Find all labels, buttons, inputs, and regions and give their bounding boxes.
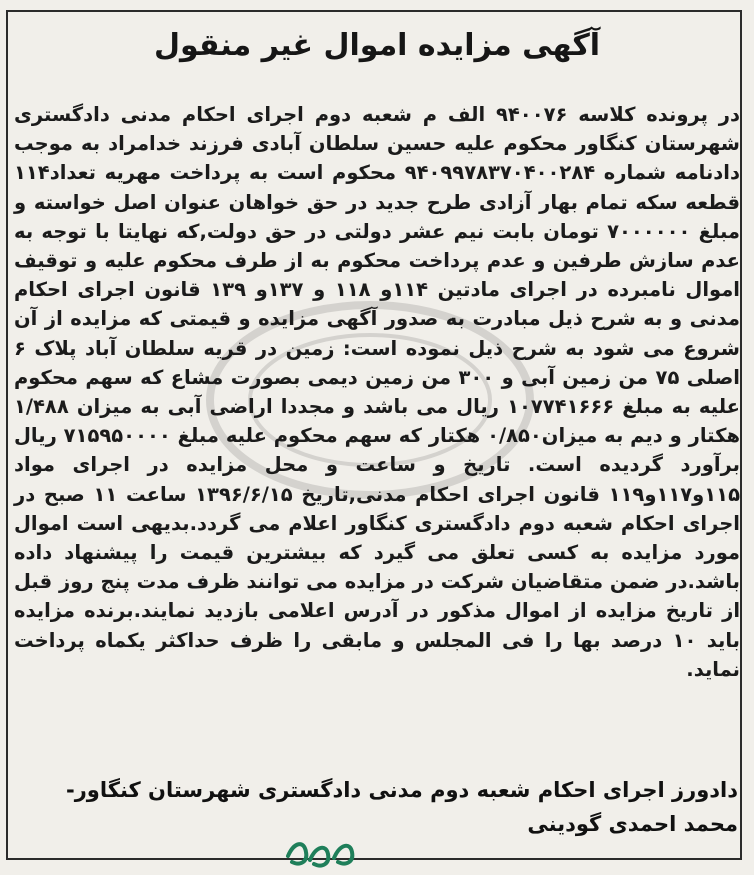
notice-body: در پرونده کلاسه ۹۴۰۰۷۶ الف م شعبه دوم اجرای احکام مدنی دادگستری شهرستان کنگاور محکوم علیه حسین سلطان آبادی فرزند خدامراد به موجب دادنامه شماره ۹۴۰۹۹۷۸۳۷۰۴۰۰۲۸۴ محکوم است به پرداخت مهریه تعداد۱۱۴ قطعه سکه تمام بهار آزادی طرح جدید در حق خواهان عنوان اصل خواسته و مبلغ ۷۰۰۰۰۰۰ تومان بابت نیم عشر دولتی در حق دولت,که نهایتا با توجه به عدم سازش طرفین و عدم پرداخت محکوم به از طرف محکوم علیه و توقیف اموال نامبرده در اجرای مادتین ۱۱۴و ۱۱۸ و ۱۳۷و ۱۳۹ قانون اجرای احکام مدنی و به شرح ذیل مبادرت به صدور آگهی مزایده و قیمتی که مزایده از آن شروع می شود به شرح ذیل نموده است: زمین در قریه سلطان آباد پلاک ۶ اصلی ۷۵ من زمین آبی و ۳۰۰ من زمین دیمی بصورت مشاع که سهم محکوم علیه به مبلغ ۱۰۷۷۴۱۶۶۶ ریال می باشد و مجددا اراضی آبی به میزان ۱/۴۸۸ هکتار و دیم به میزان۰/۸۵۰ هکتار که سهم محکوم علیه مبلغ ۷۱۵۹۵۰۰۰۰ ریال برآورد گردیده است. تاریخ و ساعت و محل مزایده در اجرای مواد ۱۱۵و۱۱۷و۱۱۹ قانون اجرای احکام مدنی,تاریخ ۱۳۹۶/۶/۱۵ ساعت ۱۱ صبح در اجرای احکام شعبه دوم دادگستری کنگاور اعلام می گردد.بدیهی است اموال مورد مزایده به کسی تعلق می گیرد که بیشترین قیمت را پیشنهاد داده باشد.در ضمن متقاضیان شرکت در مزایده می توانند ظرف مدت پنج روز قبل از تاریخ مزایده از اموال مذکور در آدرس اعلامی بازدید نمایند.برنده مزایده باید ۱۰ درصد بها را فی المجلس و مابقی را ظرف حداکثر یکماه پرداخت نماید.	[14, 103, 740, 681]
notice-title: آگهی مزایده اموال غیر منقول	[153, 28, 601, 63]
signature-name: محمد احمدی گودینی	[527, 812, 738, 836]
handwritten-number	[280, 822, 390, 870]
signature-title: دادورز اجرای احکام شعبه دوم مدنی دادگستری شهرستان کنگاور-	[66, 778, 738, 802]
